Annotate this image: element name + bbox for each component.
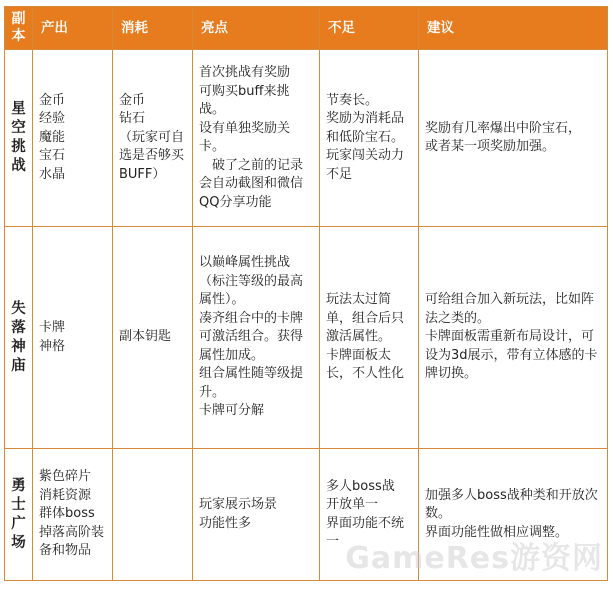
- cell-suggestion: 可给组合加入新玩法，比如阵法之类的。 卡牌面板需重新布局设计，可设为3d展示，带有立体感的卡牌切换。: [419, 227, 608, 449]
- cell-consume: [113, 449, 193, 581]
- cell-consume: 金币 钻石 （玩家可自选是否够买BUFF）: [113, 50, 193, 227]
- cell-output: 金币 经验 魔能 宝石 水晶: [33, 50, 113, 227]
- header-output: 产出: [33, 7, 113, 50]
- cell-highlight: 首次挑战有奖励 可购买buff来挑战。 设有单独奖励关卡。 破了之前的记录会自动截图和微信QQ分享功能: [193, 50, 320, 227]
- header-row: [5, 7, 608, 50]
- comparison-table: [4, 6, 608, 581]
- cell-suggestion: 加强多人boss战种类和开放次数。 界面功能性做相应调整。: [419, 449, 608, 581]
- table-row: [5, 227, 608, 449]
- watermark: GameRes游资网: [345, 541, 603, 576]
- cell-consume: 副本钥匙: [113, 227, 193, 449]
- cell-output: 紫色碎片 消耗资源 群体boss 掉落高阶装备和物品: [33, 449, 113, 581]
- cell-shortcoming: 节奏长。 奖励为消耗品和低阶宝石。 玩家闯关动力不足: [320, 50, 419, 227]
- cell-output: 卡牌 神格: [33, 227, 113, 449]
- header-suggestion: 建议: [419, 7, 608, 50]
- row-title: 勇 士 广 场: [5, 449, 33, 581]
- header-shortcoming: 不足: [320, 7, 419, 50]
- row-title: 失 落 神 庙: [5, 227, 33, 449]
- table-row: [5, 449, 608, 581]
- cell-shortcoming: 玩法太过简单，组合后只激活属性。 卡牌面板太长，不人性化: [320, 227, 419, 449]
- cell-suggestion: 奖励有几率爆出中阶宝石， 或者某一项奖励加强。: [419, 50, 608, 227]
- header-consume: 消耗: [113, 7, 193, 50]
- table-row: [5, 50, 608, 227]
- header-highlight: 亮点: [193, 7, 320, 50]
- table-header: [5, 7, 608, 50]
- row-title: 星 空 挑 战: [5, 50, 33, 227]
- cell-highlight: 以巅峰属性挑战（标注等级的最高属性）。 凑齐组合中的卡牌可激活组合。获得属性加成。 组合属性随等级提升。 卡牌可分解: [193, 227, 320, 449]
- table-body: [5, 50, 608, 581]
- header-dungeon: 副 本: [5, 7, 33, 50]
- cell-highlight: 玩家展示场景 功能性多: [193, 449, 320, 581]
- cell-shortcoming: 多人boss战 开放单一 界面功能不统一: [320, 449, 419, 581]
